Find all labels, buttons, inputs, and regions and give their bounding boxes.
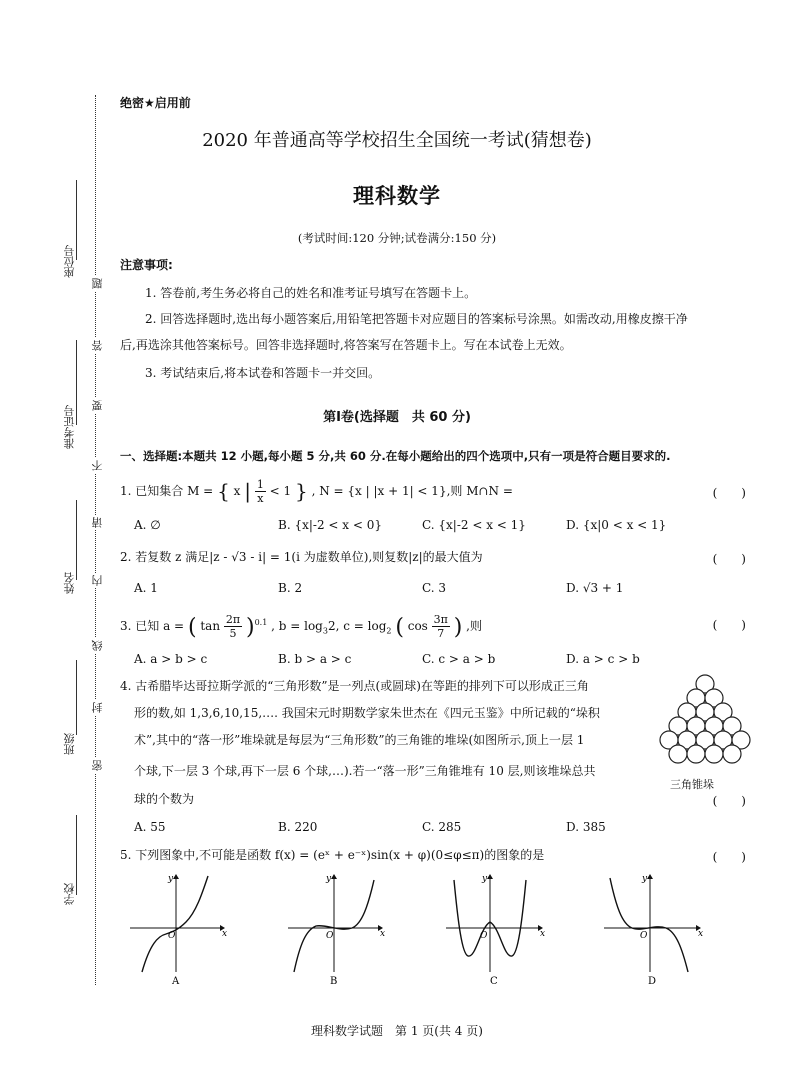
y-axis-label: y [482, 874, 488, 884]
binding-warning-char: 内 [91, 575, 104, 586]
option-c: C. 285 [422, 820, 462, 834]
binding-warning-char: 密 [91, 760, 104, 771]
binding-warning-char: 请 [91, 517, 104, 528]
exam-info: (考试时间:120 分钟;试卷满分:150 分) [297, 231, 497, 245]
triangular-pyramid-figure [655, 672, 755, 772]
graph-label: C [490, 976, 498, 987]
binding-warning-char: 线 [91, 640, 104, 651]
class-blank [76, 660, 77, 735]
name-label: 姓名 [63, 572, 76, 594]
binding-warning-char: 封 [91, 702, 104, 713]
part-title: 第Ⅰ卷(选择题 共 60 分) [323, 410, 471, 425]
x-axis-label: x [698, 929, 704, 939]
answer-paren: ( ) [712, 486, 746, 500]
graph-c [444, 872, 548, 990]
option-a: A. a > b > c [134, 652, 208, 666]
graph-a [128, 872, 228, 990]
option-d: D. a > c > b [566, 652, 640, 666]
option-d: D. {x|0 < x < 1} [566, 518, 667, 532]
notes-item: 1. 答卷前,考生务必将自己的姓名和准考证号填写在答题卡上。 [145, 286, 477, 300]
option-d: D. √3 + 1 [566, 581, 624, 595]
answer-paren: ( ) [712, 552, 746, 566]
seat-number-label: 座位号 [63, 245, 76, 278]
option-c: C. 3 [422, 581, 447, 595]
x-axis-label: x [540, 929, 546, 939]
class-label: 班级 [63, 733, 76, 755]
option-c: C. {x|-2 < x < 1} [422, 518, 526, 532]
question-2-stem: 2. 若复数 z 满足|z - √3 - i| = 1(i 为虚数单位),则复数|z|的最大值为 [120, 550, 483, 564]
notes-item: 2. 回答选择题时,选出每小题答案后,用铅笔把答题卡对应题目的答案标号涂黑。如需改动,用橡皮擦干净 [145, 312, 688, 326]
figure-caption: 三角锥垛 [670, 778, 714, 791]
graph-d [602, 872, 706, 990]
question-5-stem: 5. 下列图象中,不可能是函数 f(x) = (eˣ + e⁻ˣ)sin(x + φ)(0≤φ≤π)的图象的是 [120, 848, 545, 862]
y-axis-label: y [168, 874, 174, 884]
question-4-line: 球的个数为 [134, 792, 195, 806]
binding-warning-char: 答 [91, 340, 104, 351]
graph-label: B [330, 976, 338, 987]
binding-dotted-line [95, 95, 96, 985]
question-4-line: 个球,下一层 3 个球,再下一层 6 个球,…).若一“落一形”三角锥堆有 10 层,则该堆垛总共 [134, 764, 596, 778]
subject-title: 理科数学 [353, 184, 441, 208]
origin-label: O [168, 931, 176, 941]
graph-label: A [172, 976, 180, 987]
answer-paren: ( ) [712, 618, 746, 632]
option-c: C. c > a > b [422, 652, 496, 666]
origin-label: O [640, 931, 648, 941]
page-footer: 理科数学试题 第 1 页(共 4 页) [311, 1024, 483, 1038]
name-blank [76, 500, 77, 580]
notes-item: 后,再选涂其他答案标号。回答非选择题时,将答案写在答题卡上。写在本试卷上无效。 [120, 338, 572, 352]
question-1-stem: 1. 已知集合 M = { x | $\frac{1}{x}$ < 1 } , N = {x | |x + 1| < 1},则 M∩N = [120, 478, 513, 505]
option-a: A. ∅ [134, 518, 161, 532]
school-label: 学校 [63, 883, 76, 905]
question-4-line: 形的数,如 1,3,6,10,15,…. 我国宋元时期数学家朱世杰在《四元玉鉴》中所记载的“垛积 [134, 706, 600, 720]
option-b: B. 2 [278, 581, 303, 595]
y-axis-label: y [642, 874, 648, 884]
notes-heading: 注意事项: [120, 258, 173, 272]
section-intro: 一、选择题:本题共 12 小题,每小题 5 分,共 60 分.在每小题给出的四个选项中,只有一项是符合题目要求的. [120, 449, 671, 463]
option-a: A. 1 [134, 581, 158, 595]
answer-paren: ( ) [712, 850, 746, 864]
question-3-stem: 3. 已知 a = ( tan $\frac{2\pi}{5}$ )$^{0.1}$ , $b = \log_32$, $c = \log_2$ ( cos $\frac{3\pi}{7}$ ) ,则 [120, 613, 482, 640]
option-b: B. {x|-2 < x < 0} [278, 518, 382, 532]
question-4-line: 术”,其中的“落一形”堆垛就是每层为“三角形数”的三角锥的堆垛(如图所示,顶上一层 1 [134, 733, 585, 747]
x-axis-label: x [380, 929, 386, 939]
question-4-line: 4. 古希腊毕达哥拉斯学派的“三角形数”是一列点(或圆球)在等距的排列下可以形成正三角 [120, 679, 589, 693]
y-axis-label: y [326, 874, 332, 884]
origin-label: O [480, 931, 488, 941]
graph-b [286, 872, 386, 990]
origin-label: O [326, 931, 334, 941]
answer-paren: ( ) [712, 794, 746, 808]
graph-label: D [648, 976, 657, 987]
x-axis-label: x [222, 929, 228, 939]
confidential-mark: 绝密★启用前 [120, 96, 191, 110]
exam-title: 2020 年普通高等学校招生全国统一考试(猜想卷) [202, 130, 592, 151]
notes-item: 3. 考试结束后,将本试卷和答题卡一并交回。 [145, 366, 381, 380]
binding-warning-char: 要 [91, 400, 104, 411]
option-d: D. 385 [566, 820, 606, 834]
option-a: A. 55 [134, 820, 166, 834]
option-b: B. 220 [278, 820, 318, 834]
binding-warning-char: 不 [91, 460, 104, 471]
binding-warning-char: 题 [91, 278, 104, 289]
option-b: B. b > a > c [278, 652, 352, 666]
admission-number-label: 准考证号 [63, 405, 76, 449]
